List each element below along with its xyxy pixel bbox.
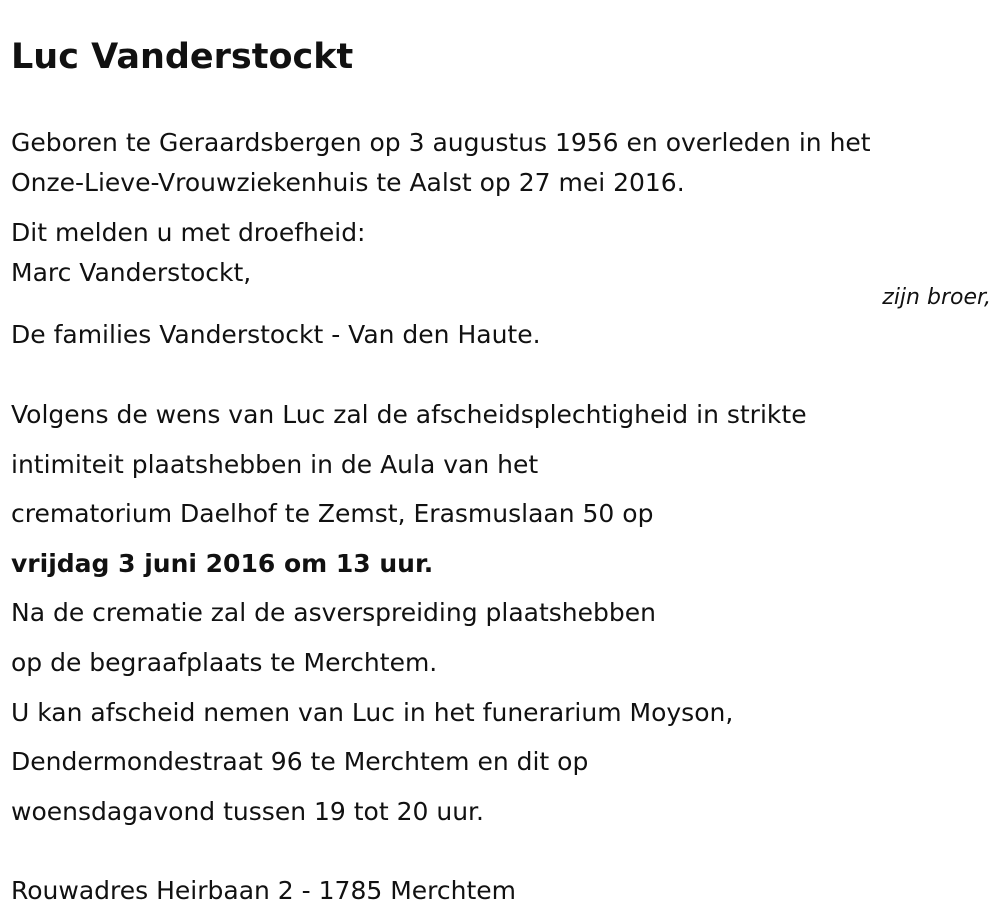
mourning-address: Rouwadres Heirbaan 2 - 1785 Merchtem [11, 876, 517, 905]
ceremony-line-9: woensdagavond tussen 19 tot 20 uur. [11, 797, 484, 826]
ceremony-line-7: U kan afscheid nemen van Luc in het funerarium Moyson, [11, 698, 734, 727]
ceremony-line-2: intimiteit plaatshebben in de Aula van het [11, 450, 539, 479]
mourner-families: De families Vanderstockt - Van den Haute. [11, 320, 541, 349]
ceremony-line-1: Volgens de wens van Luc zal de afscheidsplechtigheid in strikte [11, 400, 807, 429]
ceremony-line-8: Dendermondestraat 96 te Merchtem en dit op [11, 747, 589, 776]
page-title: Luc Vanderstockt [11, 37, 354, 77]
intro-line-2: Onze-Lieve-Vrouwziekenhuis te Aalst op 27 mei 2016. [11, 168, 685, 197]
obituary-document [11, 0, 991, 923]
ceremony-line-5: Na de crematie zal de asverspreiding plaatshebben [11, 598, 656, 627]
mourner-relation: zijn broer, [882, 285, 991, 310]
ceremony-line-6: op de begraafplaats te Merchtem. [11, 648, 438, 677]
ceremony-line-3: crematorium Daelhof te Zemst, Erasmuslaan 50 op [11, 499, 654, 528]
mourners-heading: Dit melden u met droefheid: [11, 218, 366, 247]
mourner-name: Marc Vanderstockt, [11, 258, 252, 287]
intro-line-1: Geboren te Geraardsbergen op 3 augustus 1956 en overleden in het [11, 128, 871, 157]
ceremony-date-time: vrijdag 3 juni 2016 om 13 uur. [11, 549, 434, 578]
